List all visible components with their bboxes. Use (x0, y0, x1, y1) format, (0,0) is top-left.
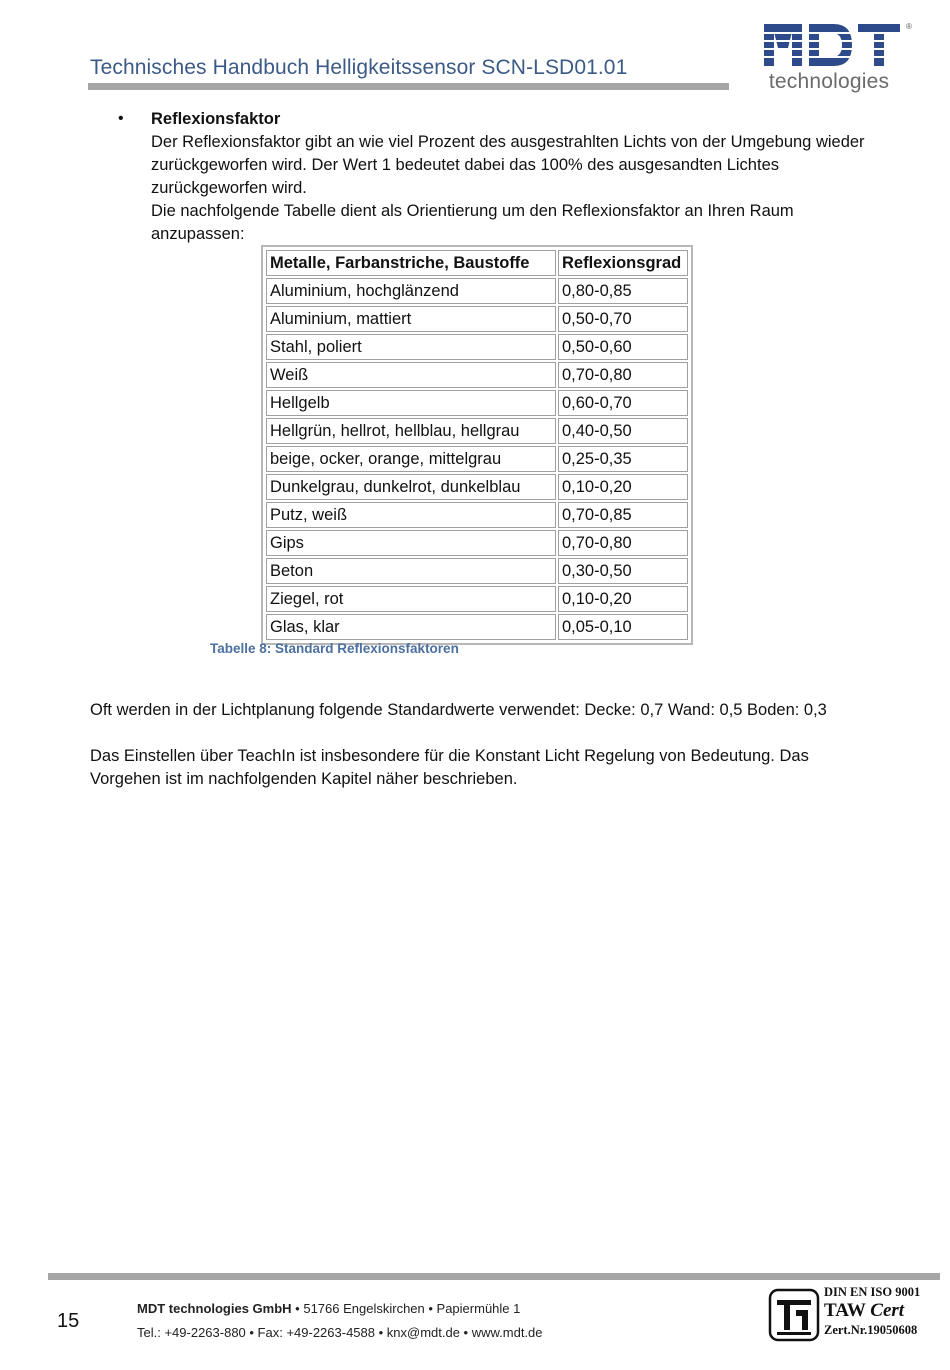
page-number: 15 (57, 1310, 80, 1332)
table-header-material: Metalle, Farbanstriche, Baustoffe (266, 250, 556, 276)
bullet-icon: • (118, 110, 124, 127)
table-cell-value: 0,30-0,50 (558, 558, 688, 584)
table-row (266, 362, 688, 388)
cert-name-taw: TAW (824, 1300, 871, 1321)
table-cell-value: 0,70-0,85 (558, 502, 688, 528)
section-paragraph-1: Der Reflexionsfaktor gibt an wie viel Prozent des ausgestrahlten Lichts von der Umgebung wieder zurückgeworfen wird. Der Wert 1 bedeutet dabei das 100% des ausgesandten Lichtes zurückgeworfen wird. (151, 133, 865, 197)
logo-subtext: technologies (768, 70, 890, 93)
cert-number: Zert.Nr.19050608 (824, 1323, 918, 1337)
cert-name (824, 1300, 944, 1322)
table-cell-material: Hellgelb (266, 390, 556, 416)
taw-cert-logo-icon (768, 1288, 820, 1342)
table-cell-value: 0,50-0,70 (558, 306, 688, 332)
footer-company: MDT technologies GmbH (137, 1301, 292, 1316)
table-row (266, 530, 688, 556)
table-cell-material: Dunkelgrau, dunkelrot, dunkelblau (266, 474, 556, 500)
table-row (266, 278, 688, 304)
table-row (266, 306, 688, 332)
footer-contact: Tel.: +49-2263-880 • Fax: +49-2263-4588 • knx@mdt.de • www.mdt.de (137, 1325, 543, 1340)
table-row (266, 502, 688, 528)
table-row (266, 614, 688, 640)
footer-address-text: • 51766 Engelskirchen • Papiermühle 1 (291, 1301, 521, 1316)
table-cell-value: 0,10-0,20 (558, 586, 688, 612)
logo-letter-d (809, 24, 852, 66)
table-cell-material: Weiß (266, 362, 556, 388)
footer-divider (48, 1273, 940, 1280)
table-cell-material: Glas, klar (266, 614, 556, 640)
table-row (266, 474, 688, 500)
table-cell-value: 0,40-0,50 (558, 418, 688, 444)
table-header-reflection: Reflexionsgrad (558, 250, 688, 276)
table-row (266, 334, 688, 360)
table-cell-value: 0,50-0,60 (558, 334, 688, 360)
document-title: Technisches Handbuch Helligkeitssensor SCN-LSD01.01 (90, 56, 628, 79)
table-cell-value: 0,05-0,10 (558, 614, 688, 640)
table-row (266, 586, 688, 612)
table-row (266, 558, 688, 584)
table-cell-value: 0,10-0,20 (558, 474, 688, 500)
table-cell-material: Aluminium, mattiert (266, 306, 556, 332)
reflection-table (261, 245, 693, 645)
table-cell-value: 0,60-0,70 (558, 390, 688, 416)
table-cell-material: Gips (266, 530, 556, 556)
table-cell-value: 0,80-0,85 (558, 278, 688, 304)
table-cell-value: 0,70-0,80 (558, 530, 688, 556)
teachin-paragraph: Das Einstellen über TeachIn ist insbesondere für die Konstant Licht Regelung von Bedeutung. Das Vorgehen ist im nachfolgenden Kapitel näher beschrieben. (90, 747, 809, 788)
section-reflexionsfaktor (151, 108, 871, 246)
cert-standard: DIN EN ISO 9001 (824, 1285, 921, 1299)
section-heading: Reflexionsfaktor (151, 110, 281, 128)
table-row (266, 446, 688, 472)
registered-mark: ® (906, 22, 912, 31)
table-cell-value: 0,70-0,80 (558, 362, 688, 388)
header-divider (88, 83, 729, 90)
footer-address (137, 1301, 520, 1316)
table-cell-material: Ziegel, rot (266, 586, 556, 612)
table-row (266, 390, 688, 416)
table-cell-material: Hellgrün, hellrot, hellblau, hellgrau (266, 418, 556, 444)
logo-letter-m (764, 24, 802, 66)
standard-values-paragraph: Oft werden in der Lichtplanung folgende Standardwerte verwendet: Decke: 0,7 Wand: 0,5 Boden: 0,3 (90, 701, 827, 719)
table-cell-material: beige, ocker, orange, mittelgrau (266, 446, 556, 472)
certification (824, 1284, 944, 1338)
logo-letter-t (858, 24, 900, 66)
table-row (266, 418, 688, 444)
table-cell-material: Beton (266, 558, 556, 584)
section-paragraph-2: Die nachfolgende Tabelle dient als Orientierung um den Reflexionsfaktor an Ihren Raum anzupassen: (151, 202, 794, 243)
table-header-row (266, 250, 688, 276)
table-caption: Tabelle 8: Standard Reflexionsfaktoren (210, 641, 459, 656)
cert-name-cert: Cert (870, 1300, 905, 1321)
table-cell-material: Stahl, poliert (266, 334, 556, 360)
table-cell-material: Aluminium, hochglänzend (266, 278, 556, 304)
table-cell-material: Putz, weiß (266, 502, 556, 528)
table-cell-value: 0,25-0,35 (558, 446, 688, 472)
